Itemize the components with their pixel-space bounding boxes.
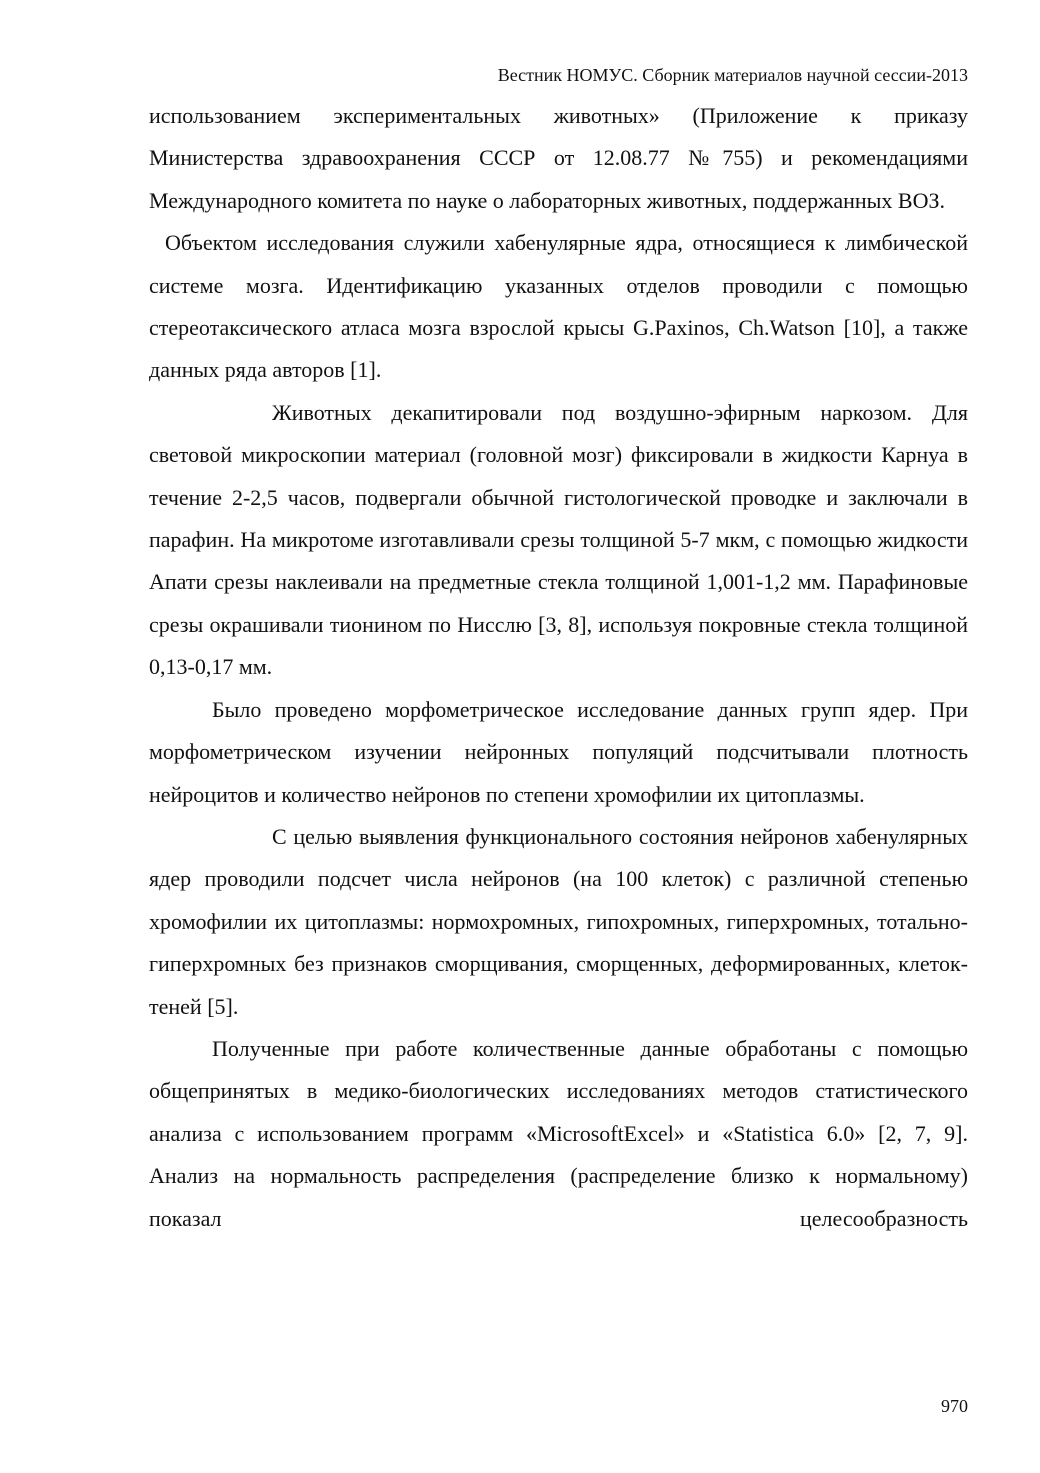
body-text bbox=[149, 95, 968, 1240]
running-header: Вестник НОМУС. Сборник материалов научной сессии-2013 bbox=[497, 65, 968, 85]
paragraph-2: Объектом исследования служили хабенулярные ядра, относящиеся к лимбической системе мозга. Идентификацию указанных отделов проводили с помощью стереотаксического атласа мозга взрослой крысы G.Paxinos, Ch.Watson [10], а также данных ряда авторов [1]. bbox=[149, 230, 968, 383]
paragraph-6: Полученные при работе количественные данные обработаны с помощью общепринятых в медико-биологических исследованиях методов статистического анализа с использованием программ «MicrosoftExcel» и «Statistica 6.0» [2, 7, 9]. Анализ на нормальность распределения (распределение близко к нормальному) показал целесообразность bbox=[149, 1035, 968, 1231]
paragraph-4: Было проведено морфометрическое исследование данных групп ядер. При морфометрическом изучении нейронных популяций подсчитывали плотность нейроцитов и количество нейронов по степени хромофилии их цитоплазмы. bbox=[149, 696, 968, 807]
paragraph-3: Животных декапитировали под воздушно-эфирным наркозом. Для световой микроскопии материал (головной мозг) фиксировали в жидкости Карнуа в течение 2-2,5 часов, подвергали обычной гистологической проводке и заключали в парафин. На микротоме изготавливали срезы толщиной 5-7 мкм, с помощью жидкости Апати срезы наклеивали на предметные стекла толщиной 1,001-1,2 мм. Парафиновые срезы окрашивали тионином по Нисслю [3, 8], используя покровные стекла толщиной 0,13-0,17 мм. bbox=[149, 399, 968, 680]
paragraph-1: использованием экспериментальных животных» (Приложение к приказу Министерства здравоохранения СССР от 12.08.77 №755) и рекомендациями Международного комитета по науке о лабораторных животных, поддержанных ВОЗ. bbox=[149, 103, 968, 213]
page-number: 970 bbox=[941, 1396, 968, 1416]
paragraph-5: С целью выявления функционального состояния нейронов хабенулярных ядер проводили подсчет числа нейронов (на 100 клеток) с различной степенью хромофилии их цитоплазмы: нормохромных, гипохромных, гиперхромных, тотально-гиперхромных без признаков сморщивания, сморщенных, деформированных, клеток-теней [5]. bbox=[149, 823, 968, 1019]
